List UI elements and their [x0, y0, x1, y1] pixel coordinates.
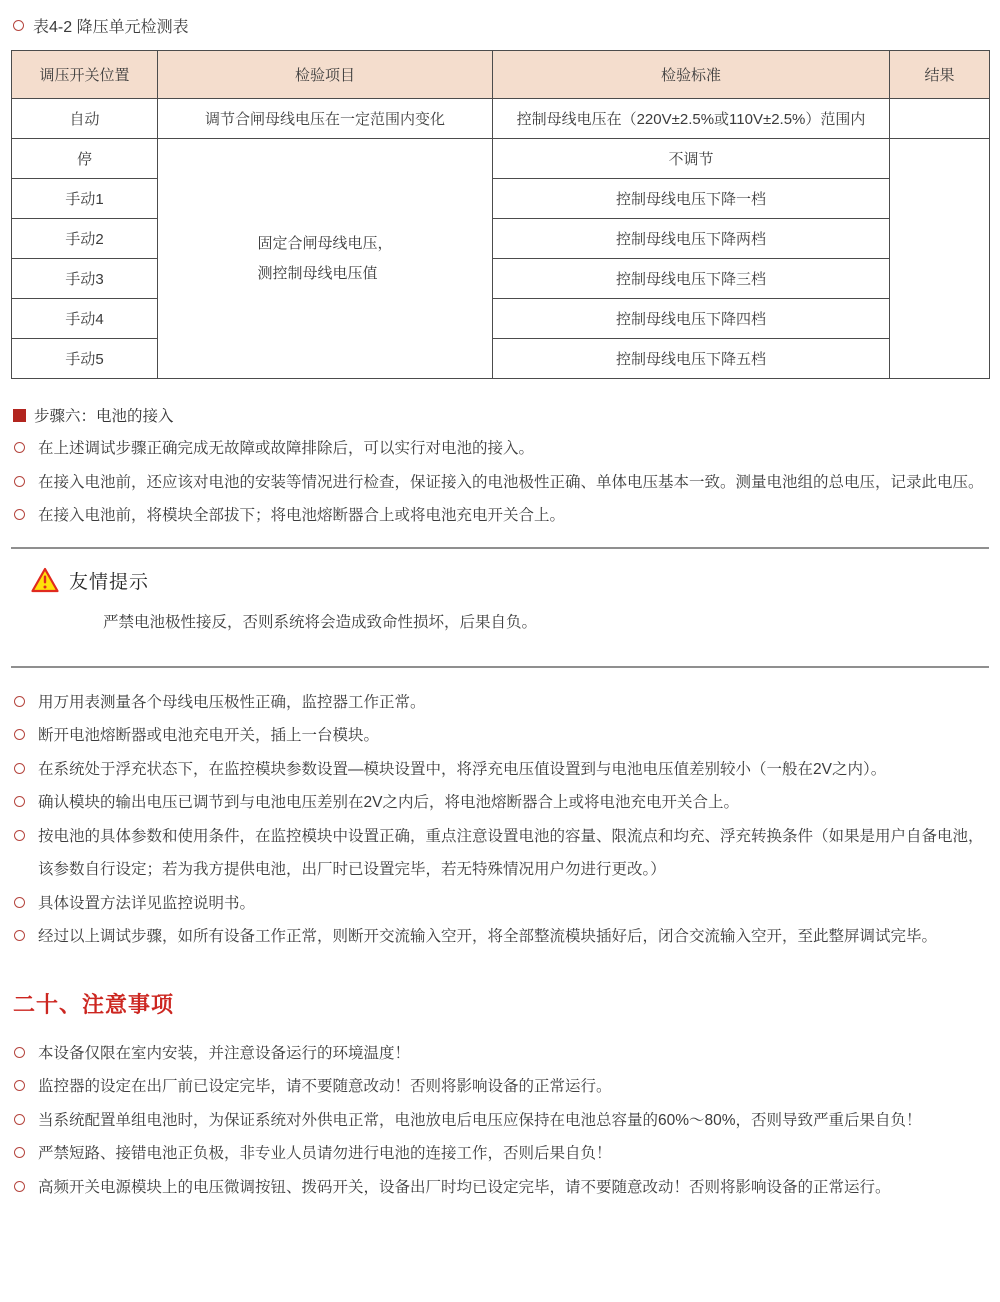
- merged-item-line1: 固定合闸母线电压，: [257, 234, 393, 252]
- list-item: [11, 1171, 989, 1205]
- circle-bullet-icon: [14, 1114, 25, 1125]
- list-item: [11, 466, 989, 500]
- list-item: [11, 820, 989, 887]
- list-item-text: 在系统处于浮充状态下，在监控模块参数设置—模块设置中，将浮充电压值设置到与电池电压值差别较小（一般在2V之内）。: [38, 760, 887, 778]
- list-item: [11, 432, 989, 466]
- table-row: [12, 99, 990, 139]
- warning-title: 友情提示: [69, 571, 150, 593]
- list-item: [11, 920, 989, 954]
- table-header-row: [12, 51, 990, 99]
- cell-position: 自动: [12, 99, 158, 139]
- cell-standard: 控制母线电压下降三档: [493, 259, 890, 299]
- list-item-text: 断开电池熔断器或电池充电开关，插上一台模块。: [38, 727, 380, 744]
- warning-triangle-icon: [31, 567, 59, 593]
- list-item-text: 在接入电池前，还应该对电池的安装等情况进行检查，保证接入的电池极性正确、单体电压基本一致。测量电池组的总电压，记录此电压。: [38, 473, 984, 491]
- circle-bullet-icon: [14, 729, 25, 740]
- list-item-text: 在上述调试步骤正确完成无故障或故障排除后，可以实行对电池的接入。: [38, 440, 535, 457]
- square-bullet-icon: [13, 409, 26, 422]
- circle-bullet-icon: [14, 763, 25, 774]
- list-item-text: 具体设置方法详见监控说明书。: [38, 894, 256, 912]
- circle-bullet-icon: [14, 796, 25, 807]
- inspection-table: [11, 50, 990, 379]
- circle-bullet-icon: [14, 509, 25, 520]
- header-result: 结果: [890, 51, 990, 99]
- cell-standard: 控制母线电压下降两档: [493, 219, 890, 259]
- cell-result: [890, 99, 990, 139]
- cell-position: 手动2: [12, 219, 158, 259]
- cell-position: 手动1: [12, 179, 158, 219]
- cell-standard: 控制母线电压下降一档: [493, 179, 890, 219]
- list-item-text: 严禁短路、接错电池正负极，非专业人员请勿进行电池的连接工作，否则后果自负！: [38, 1145, 612, 1162]
- warning-header: [31, 567, 989, 594]
- list-item-text: 当系统配置单组电池时，为保证系统对外供电正常，电池放电后电压应保持在电池总容量的60%～80%，否则导致严重后果自负！: [38, 1111, 922, 1129]
- cell-standard: 控制母线电压下降四档: [493, 299, 890, 339]
- warning-text: 严禁电池极性接反，否则系统将会造成致命性损坏，后果自负。: [103, 613, 538, 631]
- list-item-text: 经过以上调试步骤，如所有设备工作正常，则断开交流输入空开，将全部整流模块插好后，闭合交流输入空开，至此整屏调试完毕。: [38, 928, 938, 945]
- list-item: [11, 887, 989, 921]
- list-item: [11, 753, 989, 787]
- circle-bullet-icon: [14, 442, 25, 453]
- list-item-text: 按电池的具体参数和使用条件，在监控模块中设置正确，重点注意设置电池的容量、限流点和均充、浮充转换条件（如果是用户自备电池，该参数自行设定；若为我方提供电池，出厂时已设置完毕，若无特殊情况用户勿进行更改。）: [38, 827, 984, 878]
- header-inspection-standard: 检验标准: [493, 51, 890, 99]
- list-item-text: 用万用表测量各个母线电压极性正确，监控器工作正常。: [38, 693, 426, 711]
- list-item-text: 本设备仅限在室内安装，并注意设备运行的环境温度！: [38, 1044, 411, 1062]
- cell-position: 手动5: [12, 339, 158, 379]
- list-item-text: 在接入电池前，将模块全部拔下；将电池熔断器合上或将电池充电开关合上。: [38, 507, 566, 524]
- cell-position: 手动3: [12, 259, 158, 299]
- cell-position: 手动4: [12, 299, 158, 339]
- list-item: [11, 1104, 989, 1138]
- warning-box: [11, 549, 989, 652]
- header-inspection-item: 检验项目: [158, 51, 493, 99]
- cell-position: 停: [12, 139, 158, 179]
- cell-item-merged: [158, 139, 493, 379]
- list-item-text: 高频开关电源模块上的电压微调按钮、拨码开关，设备出厂时均已设定完毕，请不要随意改动！否则将影响设备的正常运行。: [38, 1178, 891, 1196]
- merged-item-line2: 测控制母线电压值: [257, 264, 378, 282]
- circle-bullet-icon: [14, 930, 25, 941]
- circle-bullet-icon: [14, 1080, 25, 1091]
- circle-bullet-icon: [14, 897, 25, 908]
- list-item: [11, 499, 989, 533]
- list-item: [11, 686, 989, 720]
- circle-bullet-icon: [14, 1147, 25, 1158]
- circle-bullet-icon: [14, 696, 25, 707]
- cell-standard: 控制母线电压在（220V±2.5%或110V±2.5%）范围内: [493, 99, 890, 139]
- list-item-text: 监控器的设定在出厂前已设定完毕，请不要随意改动！否则将影响设备的正常运行。: [38, 1078, 612, 1095]
- list-item: [11, 1037, 989, 1071]
- list-item: [11, 786, 989, 820]
- circle-bullet-icon: [13, 20, 24, 31]
- table-caption-text: 表4-2 降压单元检测表: [33, 19, 189, 36]
- list-item-text: 确认模块的输出电压已调节到与电池电压差别在2V之内后，将电池熔断器合上或将电池充电开关合上。: [38, 794, 739, 811]
- cell-item: 调节合闸母线电压在一定范围内变化: [158, 99, 493, 139]
- list-item: [11, 1070, 989, 1104]
- circle-bullet-icon: [14, 476, 25, 487]
- header-switch-position: 调压开关位置: [12, 51, 158, 99]
- table-row: [12, 139, 990, 179]
- step-heading-text: 步骤六：电池的接入: [34, 408, 174, 425]
- list-item: [11, 719, 989, 753]
- cell-standard: 不调节: [493, 139, 890, 179]
- step-heading: [13, 404, 989, 426]
- circle-bullet-icon: [14, 1047, 25, 1058]
- list-item: [11, 1137, 989, 1171]
- cell-result-merged: [890, 139, 990, 379]
- circle-bullet-icon: [14, 1181, 25, 1192]
- table-caption: [13, 14, 989, 37]
- section-heading: 二十、注意事项: [13, 991, 175, 1017]
- divider: [11, 666, 989, 668]
- cell-standard: 控制母线电压下降五档: [493, 339, 890, 379]
- circle-bullet-icon: [14, 830, 25, 841]
